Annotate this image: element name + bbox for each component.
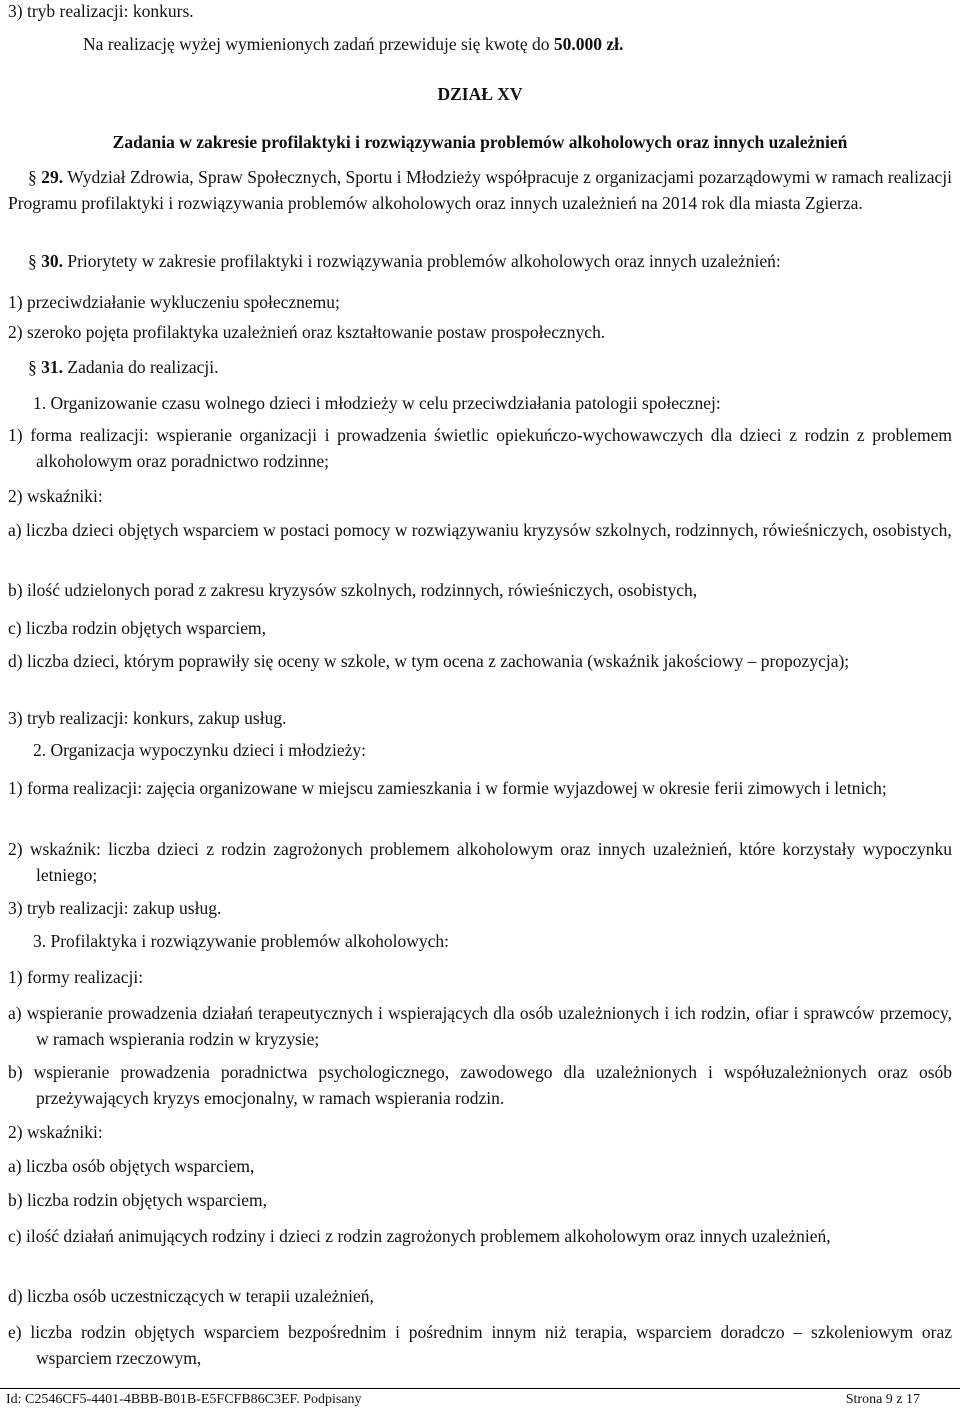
p31-text: Zadania do realizacji.	[67, 357, 219, 377]
task-3-wskazniki: 2) wskaźniki:	[8, 1122, 103, 1142]
p29-number: 29.	[41, 167, 64, 187]
task-1-tryb: 3) tryb realizacji: konkurs, zakup usług.	[8, 708, 287, 728]
p29-text: Wydział Zdrowia, Spraw Społecznych, Sportu i Młodzieży współpracuje z organizacjami pozarządowymi w ramach realizacji Programu profilaktyki i rozwiązywania problemów alkoholowych oraz innych uzależnień na 2014 rok dla miasta Zgierza.	[8, 167, 953, 213]
task-3-wsk-d: d) liczba osób uczestniczących w terapii uzależnień,	[8, 1286, 374, 1306]
paragraph-31	[8, 356, 952, 378]
task-2-forma: 1) forma realizacji: zajęcia organizowane w miejscu zamieszkania i w formie wyjazdowej w okresie ferii zimowych i letnich;	[8, 778, 887, 798]
task-1-item-d: d) liczba dzieci, którym poprawiły się oceny w szkole, w tym ocena z zachowania (wskaźnik jakościowy – propozycja);	[8, 651, 850, 671]
kwota-line	[83, 33, 952, 55]
task-3-title: Profilaktyka i rozwiązywanie problemów alkoholowych:	[50, 931, 450, 951]
task-1-item-a: a) liczba dzieci objętych wsparciem w postaci pomocy w rozwiązywaniu kryzysów szkolnych, rodzinnych, rówieśniczych, osobistych,	[8, 520, 952, 540]
task-3-formy: 1) formy realizacji:	[8, 967, 144, 987]
task-1-forma: 1) forma realizacji: wspieranie organizacji i prowadzenia świetlic opiekuńczo-wychowawczych dla dzieci z rodzin z problemem alkoholowym oraz poradnictwo rodzinne;	[8, 425, 952, 471]
page-number: Strona 9 z 17	[845, 1392, 920, 1407]
dzial-heading: DZIAŁ XV	[437, 84, 523, 104]
task-3-wsk-e: e) liczba rodzin objętych wsparciem bezpośrednim i pośrednim innym niż terapia, wsparciem doradczo – szkoleniowym oraz wsparciem rzeczowym,	[8, 1322, 952, 1368]
document-id: Id: C2546CF5-4401-4BBB-B01B-E5FCFB86C3EF. Podpisany	[6, 1392, 362, 1407]
p30-text: Priorytety w zakresie profilaktyki i rozwiązywania problemów alkoholowych oraz innych uzależnień:	[67, 251, 781, 271]
section-sign-31: §	[28, 357, 42, 377]
task-3-forma-a: a) wspieranie prowadzenia działań terapeutycznych i wspierających dla osób uzależnionych i ich rodzin, ofiar i sprawców przemocy, w ramach wspierania rodzin w kryzysie;	[8, 1003, 952, 1049]
p31-number: 31.	[41, 357, 63, 377]
kwota-amount: 50.000 zł.	[553, 34, 624, 54]
task-1-item-b: b) ilość udzielonych porad z zakresu kryzysów szkolnych, rodzinnych, rówieśniczych, osobistych,	[8, 580, 698, 600]
task-3-wsk-c: c) ilość działań animujących rodziny i dzieci z rodzin zagrożonych problemem alkoholowym oraz innych uzależnień,	[8, 1226, 831, 1246]
paragraph-30	[8, 250, 952, 272]
section-sign-29: §	[28, 167, 42, 187]
paragraph-29	[8, 164, 952, 216]
page-footer	[0, 1388, 960, 1411]
task-1-wskazniki: 2) wskaźniki:	[8, 486, 103, 506]
tryb-line: 3) tryb realizacji: konkurs.	[8, 1, 194, 21]
p30-item-1: 1) przeciwdziałanie wykluczeniu społecznemu;	[8, 292, 340, 312]
task-2-tryb: 3) tryb realizacji: zakup usług.	[8, 898, 222, 918]
section-sign-30: §	[28, 251, 42, 271]
task-3-wsk-b: b) liczba rodzin objętych wsparciem,	[8, 1190, 267, 1210]
task-2-wskaznik: 2) wskaźnik: liczba dzieci z rodzin zagrożonych problemem alkoholowym oraz innych uzależnień, które korzystały wypoczynku letniego;	[8, 839, 952, 885]
task-3-heading	[33, 930, 952, 952]
task-3-wsk-a: a) liczba osób objętych wsparciem,	[8, 1156, 255, 1176]
kwota-text: Na realizację wyżej wymienionych zadań przewiduje się kwotę do	[83, 34, 554, 54]
task-2-number: 2.	[33, 740, 47, 760]
task-1-number: 1.	[33, 393, 47, 413]
task-1-title: Organizowanie czasu wolnego dzieci i młodzieży w celu przeciwdziałania patologii społecznej:	[50, 393, 721, 413]
task-1-item-c: c) liczba rodzin objętych wsparciem,	[8, 618, 267, 638]
task-2-title: Organizacja wypoczynku dzieci i młodzieży:	[50, 740, 367, 760]
task-1-heading	[33, 392, 952, 414]
p30-item-2: 2) szeroko pojęta profilaktyka uzależnień oraz kształtowanie postaw prospołecznych.	[8, 322, 606, 342]
task-3-forma-b: b) wspieranie prowadzenia poradnictwa psychologicznego, zawodowego dla uzależnionych i współuzależnionych oraz osób przeżywających kryzys emocjonalny, w ramach wspierania rodzin.	[8, 1062, 952, 1108]
task-2-heading	[33, 739, 952, 761]
dzial-title: Zadania w zakresie profilaktyki i rozwiązywania problemów alkoholowych oraz innych uzależnień	[112, 132, 848, 152]
p30-number: 30.	[41, 251, 63, 271]
task-3-number: 3.	[33, 931, 47, 951]
